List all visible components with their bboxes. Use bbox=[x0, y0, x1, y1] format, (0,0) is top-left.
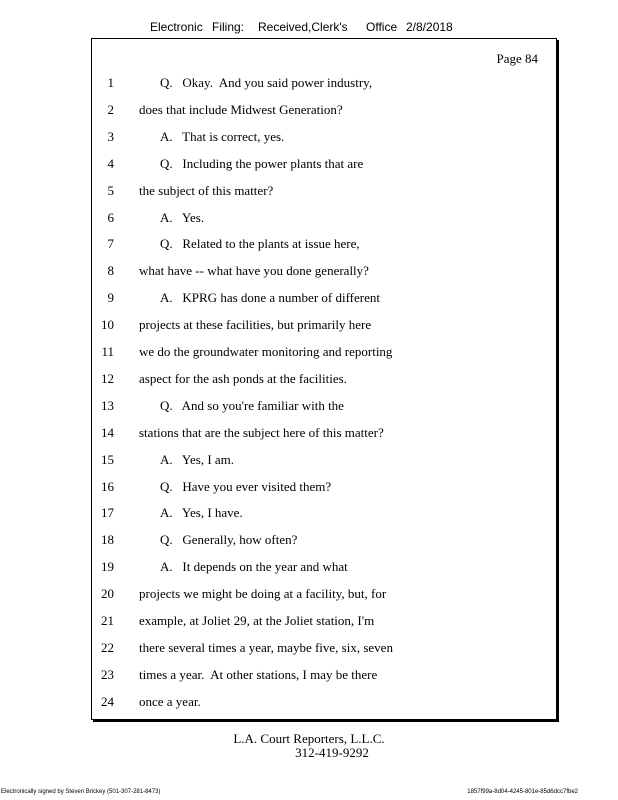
line-text: does that include Midwest Generation? bbox=[139, 101, 343, 117]
line-text: A. KPRG has done a number of different bbox=[160, 290, 380, 306]
transcript-line bbox=[92, 693, 556, 711]
line-number: 16 bbox=[101, 478, 114, 494]
line-number: 9 bbox=[107, 290, 114, 306]
line-number: 6 bbox=[107, 209, 114, 225]
transcript-line bbox=[92, 424, 556, 442]
header-filing: Filing: bbox=[212, 20, 245, 34]
line-number: 23 bbox=[101, 666, 114, 682]
line-text: stations that are the subject here of this matter? bbox=[139, 424, 384, 440]
transcript-line bbox=[92, 478, 556, 496]
filing-header bbox=[150, 20, 453, 34]
transcript-line bbox=[92, 504, 556, 522]
transcript-line bbox=[92, 289, 556, 307]
line-number: 4 bbox=[107, 155, 114, 171]
reporter-company: L.A. Court Reporters, L.L.C. bbox=[233, 731, 385, 746]
document-id: 1857f99a-8d04-4245-801e-85d6dcc7fbe2 bbox=[467, 789, 578, 795]
transcript-line bbox=[92, 370, 556, 388]
line-number: 11 bbox=[101, 344, 114, 359]
line-number: 12 bbox=[101, 370, 114, 386]
line-text: aspect for the ash ponds at the facilities. bbox=[139, 370, 347, 386]
line-text: A. Yes. bbox=[160, 209, 205, 225]
line-text: Q. Generally, how often? bbox=[160, 532, 298, 548]
transcript-line bbox=[92, 639, 556, 657]
line-number: 24 bbox=[101, 693, 114, 709]
reporter-phone: 312-419-9292 bbox=[295, 745, 369, 760]
transcript-line bbox=[92, 666, 556, 684]
header-received: Received,Clerk's bbox=[258, 20, 348, 34]
transcript-line bbox=[92, 235, 556, 253]
transcript-line bbox=[92, 182, 556, 200]
line-text: projects at these facilities, but primarily here bbox=[139, 317, 372, 333]
line-text: example, at Joliet 29, at the Joliet station, I'm bbox=[139, 613, 375, 628]
line-text: A. It depends on the year and what bbox=[160, 559, 348, 575]
transcript-line bbox=[92, 343, 556, 361]
line-number: 3 bbox=[107, 128, 114, 144]
transcript-line bbox=[92, 397, 556, 415]
transcript-line bbox=[92, 451, 556, 469]
line-text: projects we might be doing at a facility, but, for bbox=[139, 586, 387, 602]
line-number: 19 bbox=[101, 559, 114, 575]
line-text: what have -- what have you done generally? bbox=[139, 263, 369, 279]
line-text: Q. Okay. And you said power industry, bbox=[160, 75, 373, 90]
line-number: 1 bbox=[107, 75, 114, 90]
line-number: 20 bbox=[101, 586, 114, 602]
line-number: 17 bbox=[101, 505, 114, 521]
electronic-signature: Electronically signed by Steven Brickey (501-307-281-8473) bbox=[1, 789, 161, 795]
line-text: once a year. bbox=[139, 693, 201, 709]
line-number: 22 bbox=[101, 639, 114, 655]
line-text: times a year. At other stations, I may be there bbox=[139, 666, 378, 682]
transcript-page bbox=[91, 38, 557, 720]
line-number: 15 bbox=[101, 451, 114, 467]
transcript-line bbox=[92, 585, 556, 603]
transcript-line bbox=[92, 612, 556, 630]
line-text: Q. Have you ever visited them? bbox=[160, 478, 332, 494]
transcript-line bbox=[92, 316, 556, 334]
line-number: 10 bbox=[101, 317, 114, 333]
transcript-line bbox=[92, 74, 556, 92]
transcript-line bbox=[92, 209, 556, 227]
line-number: 14 bbox=[101, 424, 114, 440]
line-text: we do the groundwater monitoring and reporting bbox=[139, 344, 393, 359]
reporter-footer bbox=[0, 732, 618, 760]
header-office: Office bbox=[366, 20, 398, 34]
line-number: 2 bbox=[107, 101, 114, 117]
transcript-line bbox=[92, 531, 556, 549]
line-text: the subject of this matter? bbox=[139, 182, 274, 198]
line-number: 5 bbox=[107, 182, 114, 198]
line-text: A. Yes, I have. bbox=[160, 505, 243, 521]
line-number: 18 bbox=[101, 532, 114, 548]
line-number: 21 bbox=[101, 613, 114, 628]
transcript-line bbox=[92, 558, 556, 576]
transcript-line bbox=[92, 101, 556, 119]
transcript-line bbox=[92, 262, 556, 280]
line-text: A. That is correct, yes. bbox=[160, 128, 285, 144]
header-electronic: Electronic bbox=[150, 20, 203, 34]
transcript-line bbox=[92, 128, 556, 146]
line-text: A. Yes, I am. bbox=[160, 451, 235, 467]
header-date: 2/8/2018 bbox=[406, 20, 453, 34]
line-text: Q. And so you're familiar with the bbox=[160, 397, 344, 413]
line-text: Q. Related to the plants at issue here, bbox=[160, 236, 360, 252]
line-text: Q. Including the power plants that are bbox=[160, 155, 364, 171]
line-number: 8 bbox=[107, 263, 114, 279]
line-text: there several times a year, maybe five, six, seven bbox=[139, 639, 393, 655]
page-number: Page 84 bbox=[496, 51, 538, 66]
line-number: 13 bbox=[101, 397, 114, 413]
transcript-line bbox=[92, 155, 556, 173]
line-number: 7 bbox=[107, 236, 114, 252]
